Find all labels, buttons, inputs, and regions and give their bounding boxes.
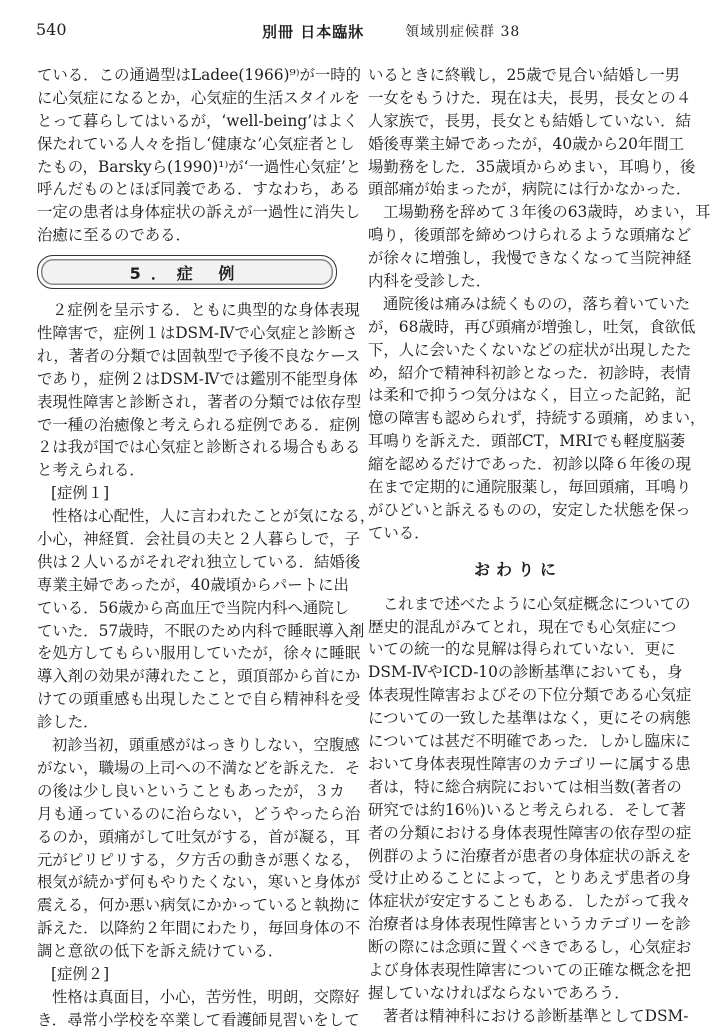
text-line: き．尋常小学校を卒業して看護師見習いをして [37,1010,360,1029]
text-line: 著者は精神科における診断基準としてDSM- [383,1006,689,1025]
text-line: 者は，特に総合病院においては相当数(著者の [368,777,682,796]
text-line: 通院後は痛みは続くものの，落ち着いていた [383,294,691,313]
text-line: 握していなければならないであろう． [368,983,630,1002]
text-line: がひどいと訴えるものの，安定した状態を保っ [368,500,691,519]
text-line: れ，著者の分類では固執型で予後不良なケース [37,346,361,365]
text-line: 頭部痛が始まったが，病院には行かなかった． [368,180,692,199]
case2-label: [症例２] [51,964,110,983]
text-line: 研究では約16％)いると考えられる．そして著 [368,800,687,819]
text-line: 治癒に至るのである． [37,226,191,245]
right-column [368,64,710,1028]
text-line: 体症状が安定することもある．したがって我々 [368,892,692,911]
text-line: 訴えた．以降約２年間にわたり，毎回身体の不 [37,919,361,938]
text-line: 者の分類における身体表現性障害の依存型の症 [368,823,692,842]
journal-title: 別冊 日本臨牀 [262,23,365,41]
text-line: 人家族で，長男，長女とも結婚していない．結 [368,111,691,130]
text-line: これまで述べたように心気症概念についての [383,594,691,613]
text-line: ていた．57歳時，不眠のため内科で睡眠導入剤 [37,621,365,640]
text-line: の後は少し良いということもあったが，３カ [37,781,345,800]
text-line: がない，職場の上司への不満などを訴えた．そ [37,758,361,777]
text-line: 耳鳴りを訴えた．頭部CT，MRIでも軽度脳萎 [368,432,686,451]
text-line: 保たれている人々を指し‘健康な’心気症者とし [37,134,355,153]
text-line: 供は２人いるがそれぞれ独立している．結婚後 [37,552,361,571]
text-line: が，68歳時，再び頭痛が増強し，吐気，食欲低 [368,317,696,336]
text-line: ている．56歳から高血圧で当院内科へ通院し [37,598,350,617]
conclusion-body [368,593,692,1028]
text-line: が徐々に増強し，我慢できなくなって当院神経 [368,249,692,268]
text-line: 表現性障害と診断され，著者の分類では依存型 [37,392,362,411]
text-line: 月も通っているのに治らない，どうやったら治 [37,804,361,823]
text-line: ２は我が国では心気症と診断される場合もある [37,438,361,457]
text-line: DSM-ⅣやICD-10の診断基準においても，身 [368,663,683,682]
text-line: 専業主婦であったが，40歳頃からパートに出 [37,575,349,594]
text-line: 性障害で，症例１はDSM-Ⅳで心気症と診断さ [37,324,358,343]
volume-title: 領域別症候群 38 [405,24,521,40]
text-line: いての統一的な見解は得られていない．更に [368,640,676,659]
text-line: 歴史的混乱がみてとれ，現在でも心気症につ [368,617,677,636]
text-line: 診した． [37,713,99,732]
text-line: おいて身体表現性障害のカテゴリーに属する患 [368,754,691,773]
text-line: 工場勤務を辞めて３年後の63歳時，めまい，耳 [383,203,710,222]
text-line: 根気が続かず何もやりたくない，寒いと身体が [37,873,361,892]
text-line: いるときに終戦し，25歳で見合い結婚し一男 [368,66,681,84]
text-line: で一種の治癒像と考えられる症例である．症例 [37,415,361,434]
section-heading-cases [37,255,337,289]
cases-intro-paragraph [37,299,362,482]
text-line: め，紹介で精神科初診となった．初診時，表情 [368,363,691,382]
text-line: 場勤務をした．35歳頃からめまい，耳鳴り，後 [368,157,696,176]
text-line: 導入剤の効果が薄れたこと，頭頂部から首にか [37,667,361,686]
text-line: 呼んだものとほぼ同義である．すなわち，ある [37,180,361,199]
text-line: を処方してもらい服用していたが，徐々に睡眠 [37,644,361,663]
text-line: であり，症例２はDSM-Ⅳでは鑑別不能型身体 [37,369,358,388]
text-line: 在まで定期的に通院服薬し，毎回頭痛，耳鳴り [368,478,692,497]
case2-body-start [37,986,360,1032]
text-line: よび身体表現性障害についての正確な概念を把 [368,960,691,979]
text-line: ている．この通過型はLadee(1966)⁹⁾が一時的 [37,66,362,84]
text-line: 性格は心配性，人に言われたことが気になる， [52,507,376,526]
text-line: 断の際には念頭に置くべきであるし，心気症お [368,938,692,957]
text-line: 下，人に会いたくないなどの症状が出現したた [368,340,692,359]
case1-label: [症例１] [51,484,110,503]
text-line: 治療者は身体表現性障害というカテゴリーを診 [368,915,691,934]
text-line: けての頭重感も出現したことで自ら精神科を受 [37,690,361,709]
text-line: たもの，Barskyら(1990)¹⁾が‘一過性心気症’と [37,157,362,176]
text-line: に心気症になるとか，心気症的生活スタイルを [37,88,360,107]
intro-paragraph [37,64,362,247]
page-number: 540 [36,20,67,39]
section-heading-text: 5．症 例 [129,263,245,283]
text-line: 初診当初，頭重感がはっきりしない，空腹感 [52,736,360,755]
text-line: 婚後専業主婦であったが，40歳から20年間工 [368,134,685,153]
text-line: ２症例を呈示する．ともに典型的な身体表現 [52,301,360,320]
text-line: 小心，神経質．会社員の夫と２人暮らしで，子 [37,530,360,549]
text-line: 鳴り，後頭部を締めつけられるような頭痛など [368,226,692,245]
text-line: 元がピリピリする，夕方舌の動きが悪くなる， [37,850,361,869]
case1-body [37,505,376,963]
text-line: についての一致した基準はなく，更にその病態 [368,709,691,728]
text-line: 受け止めることによって，とりあえず患者の身 [368,869,691,888]
case2-body-cont [368,64,710,545]
text-line: 性格は真面目，小心，苦労性，明朗，交際好 [52,987,360,1006]
text-line: については甚だ不明確であった．しかし臨床に [368,732,691,751]
text-line: 例群のように治療者が患者の身体症状の訴えを [368,846,692,865]
text-line: は柔和で抑うつ気分はなく，目立った記銘，記 [368,386,691,405]
text-line: 縮を認めるだけであった．初診以降６年後の現 [368,455,692,474]
text-line: 調と意欲の低下を訴え続けている． [37,942,284,961]
text-line: 内科を受診した． [368,272,492,291]
text-line: とって暮らしてはいるが，‘well-being’はよく [37,111,359,130]
left-column [37,64,376,1032]
text-line: 一女をもうけた．現在は夫，長男，長女との４ [368,88,692,107]
text-line: 体表現性障害およびその下位分類である心気症 [368,686,692,705]
running-header [0,20,702,42]
text-line: 憶の障害も認められず，持続する頭痛，めまい， [368,409,706,428]
text-line: ている． [368,523,430,542]
conclusion-heading: おわりに [473,559,562,579]
text-line: 一定の患者は身体症状の訴えが一過性に消失し [37,203,361,222]
text-line: るのか，頭痛がして吐気がする，首が凝る，耳 [37,827,361,846]
text-line: 震える，何か悪い病気にかかっていると執拗に [37,896,361,915]
text-line: と考えられる． [37,461,145,480]
